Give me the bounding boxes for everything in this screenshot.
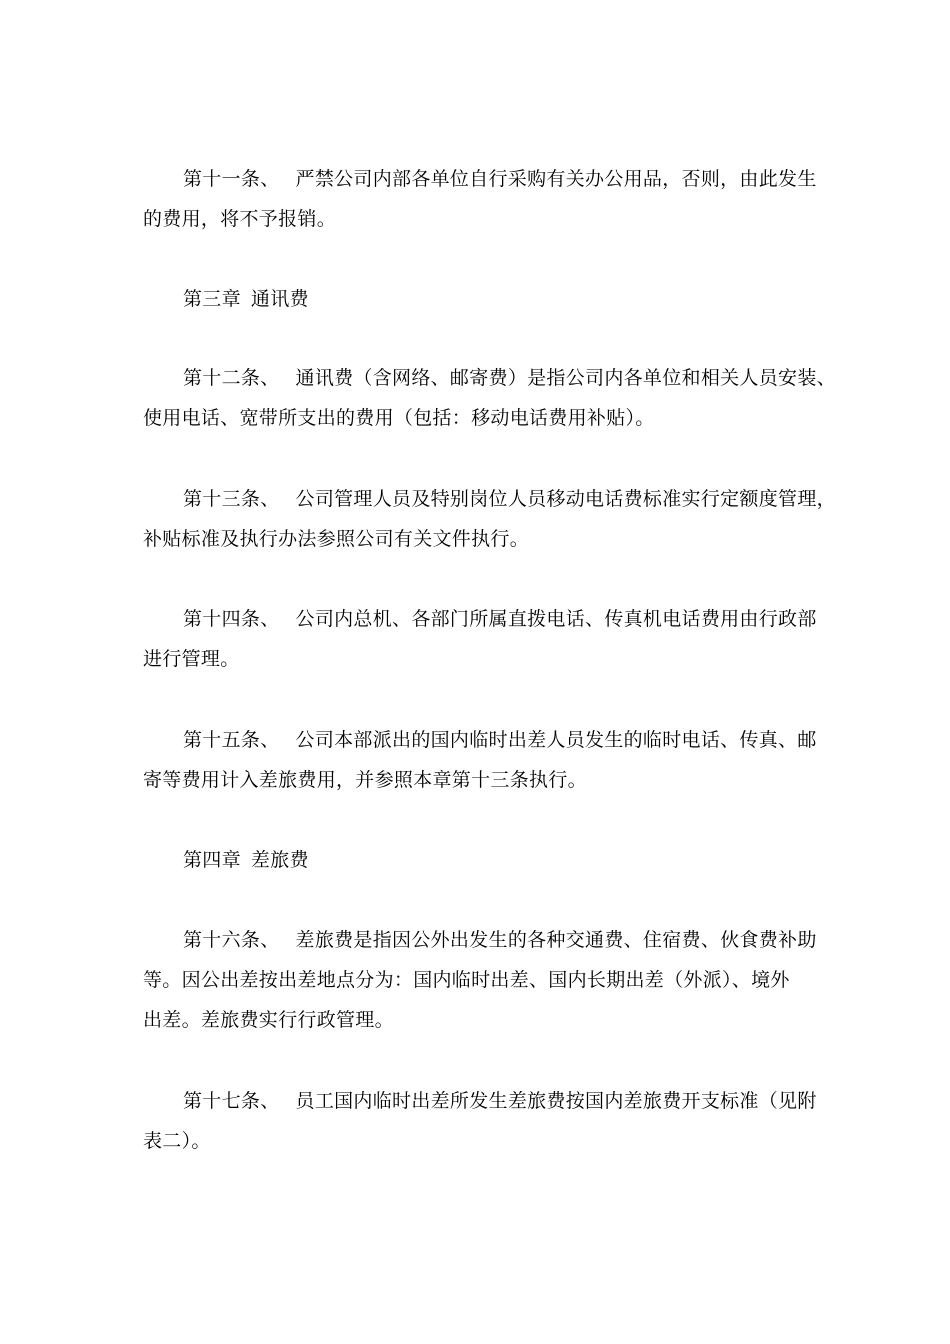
article-14: [143, 599, 823, 679]
article-text: 公司内总机、各部门所属直拨电话、传真机电话费用由行政部: [295, 608, 817, 630]
article-text: 严禁公司内部各单位自行采购有关办公用品，否则，由此发生: [295, 168, 817, 190]
article-text: 差旅费是指因公外出发生的各种交通费、住宿费、伙食费补助: [295, 929, 817, 951]
chapter-label: 第四章: [183, 849, 241, 871]
article-text: 表二）。: [143, 1130, 211, 1152]
article-text: 寄等费用计入差旅费用，并参照本章第十三条执行。: [143, 769, 587, 791]
article-text: 公司本部派出的国内临时出差人员发生的临时电话、传真、邮: [295, 729, 817, 751]
article-label: 第十五条、: [183, 729, 280, 751]
article-text: 使用电话、宽带所支出的费用（包括：移动电话费用补贴）。: [143, 407, 655, 429]
article-text: 补贴标准及执行办法参照公司有关文件执行。: [143, 528, 530, 550]
article-text: 公司管理人员及特别岗位人员移动电话费标准实行定额度管理，: [295, 488, 836, 510]
article-13: [143, 479, 836, 559]
article-label: 第十七条、: [183, 1090, 280, 1112]
article-label: 第十六条、: [183, 929, 280, 951]
article-text: 通讯费（含网络、邮寄费）是指公司内各单位和相关人员安装、: [295, 367, 836, 389]
article-text: 等。因公出差按出差地点分为：国内临时出差、国内长期出差（外派）、境外: [143, 969, 790, 991]
article-text: 进行管理。: [143, 648, 240, 670]
article-label: 第十四条、: [183, 608, 280, 630]
article-text: 出差。差旅费实行行政管理。: [143, 1009, 394, 1031]
article-label: 第十二条、: [183, 367, 280, 389]
article-label: 第十一条、: [183, 168, 280, 190]
chapter-3-heading: [143, 279, 823, 319]
article-text: 的费用，将不予报销。: [143, 208, 337, 230]
chapter-label: 第三章: [183, 288, 241, 310]
chapter-4-heading: [143, 840, 823, 880]
article-text: 员工国内临时出差所发生差旅费按国内差旅费开支标准（见附: [295, 1090, 817, 1112]
article-16: [143, 920, 823, 1040]
article-label: 第十三条、: [183, 488, 280, 510]
article-12: [143, 358, 836, 438]
article-15: [143, 720, 823, 800]
article-17: [143, 1081, 823, 1161]
chapter-title: 差旅费: [250, 849, 309, 871]
chapter-title: 通讯费: [250, 288, 309, 310]
article-11: [143, 159, 823, 239]
